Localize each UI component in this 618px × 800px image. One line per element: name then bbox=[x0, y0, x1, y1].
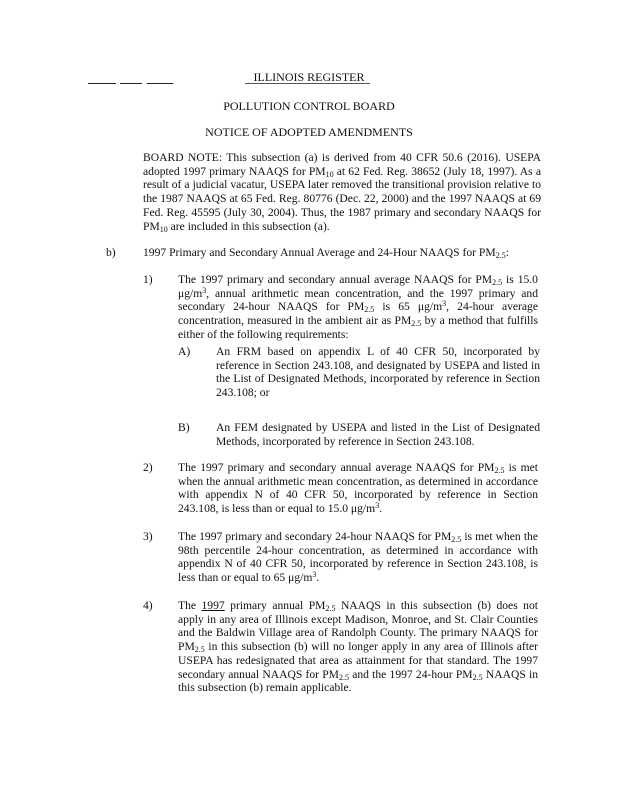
subscript: 2.5 bbox=[194, 645, 205, 655]
item-1-text bbox=[178, 273, 538, 342]
paragraph-text: is 15.0 μg/m bbox=[178, 273, 538, 300]
board-note-label: BOARD NOTE: bbox=[143, 151, 223, 164]
item-1-marker: 1) bbox=[143, 273, 153, 286]
paragraph-text: is met when the annual arithmetic mean concentration, as determined in accordance with appendix N of 40 CFR 50, incorporated by reference in Section 243.108, is less than or equal to 15.0 μg/m bbox=[178, 461, 538, 516]
paragraph-text: NAAQS in this subsection (b) does not apply in any area of Illinois except Madison, Monroe, and St. Clair Counties and the Baldwin Village area of Randolph County. The primary NAAQS for PM bbox=[178, 599, 538, 654]
paragraph-text: in this subsection (b) will no longer apply in any area of Illinois after USEPA has redesignated that area as attainment for that standard. The 1997 secondary annual NAAQS for PM bbox=[178, 640, 538, 681]
item-a-marker: A) bbox=[178, 345, 191, 358]
paragraph-text: , 24-hour average concentration, measured in the ambient air as PM bbox=[178, 300, 538, 328]
paragraph-text: . bbox=[379, 502, 383, 516]
paragraph-text: The 1997 primary and secondary annual average NAAQS for PM bbox=[178, 273, 493, 286]
subscript: 2.5 bbox=[494, 466, 505, 475]
paragraph-text: NAAQS in this subsection (b) remain applicable. bbox=[178, 667, 538, 695]
paragraph-text: and the 1997 24-hour PM bbox=[348, 667, 473, 681]
board-note bbox=[143, 151, 541, 233]
item-2-marker: 2) bbox=[143, 461, 153, 474]
item-4-text bbox=[178, 599, 538, 695]
subsection-b-marker: b) bbox=[106, 246, 116, 259]
subscript: 2.5 bbox=[364, 305, 375, 315]
paragraph-text: is met when the 98th percentile 24-hour concentration, as determined in accordance with appendix N of 40 CFR 50, incorporated by reference in Section 243.108, is less than or equal to 65 μg/m bbox=[178, 530, 538, 585]
board-note-text: at 62 Fed. Reg. 38652 (July 18, 1997). As a result of a judicial vacatur, USEPA later removed the transitional provision relative to the 1987 NAAQS at 65 Fed. Reg. 80776 (Dec. 22, 2000) and the 1997 NAAQS at 69 Fed. Reg. 45595 (July 30, 2004). Thus, the 1987 primary and secondary NAAQS for PM bbox=[143, 164, 541, 233]
subscript: 10 bbox=[159, 224, 168, 234]
superscript: 3 bbox=[442, 299, 447, 309]
item-4-marker: 4) bbox=[143, 599, 153, 612]
paragraph-text: primary annual PM bbox=[224, 599, 326, 612]
paragraph-text: , annual arithmetic mean concentration, and the 1997 primary and secondary 24-hour NAAQS for PM bbox=[178, 286, 538, 314]
subsection-b-heading bbox=[143, 246, 543, 260]
superscript: 3 bbox=[375, 501, 380, 511]
paragraph-text: by a method that fulfills either of the following requirements: bbox=[178, 314, 538, 341]
item-b-marker: B) bbox=[178, 421, 190, 434]
underlined-year: 1997 bbox=[201, 599, 225, 612]
superscript: 3 bbox=[202, 285, 207, 295]
heading-text: : bbox=[505, 246, 509, 259]
board-note-text: are included in this subsection (a). bbox=[167, 219, 330, 233]
subscript: 2.5 bbox=[411, 319, 422, 329]
paragraph-text: The bbox=[178, 599, 202, 612]
paragraph-text: . bbox=[316, 571, 320, 585]
notice-title: NOTICE OF ADOPTED AMENDMENTS bbox=[205, 125, 413, 139]
item-3-marker: 3) bbox=[143, 530, 153, 543]
item-3-text bbox=[178, 530, 538, 585]
register-title: ILLINOIS REGISTER bbox=[253, 70, 365, 84]
board-note-text: This subsection (a) is derived from 40 CFR 50.6 (2016). USEPA adopted 1997 primary NAAQS for PM bbox=[143, 151, 541, 178]
paragraph-text: The 1997 primary and secondary annual average NAAQS for PM bbox=[178, 461, 495, 474]
subscript: 2.5 bbox=[472, 672, 483, 682]
subscript: 10 bbox=[325, 169, 334, 179]
paragraph-text: The 1997 primary and secondary 24-hour NAAQS for PM bbox=[178, 530, 452, 543]
subscript: 2.5 bbox=[338, 672, 349, 682]
subscript: 2.5 bbox=[325, 604, 336, 613]
item-a-text: An FRM based on appendix L of 40 CFR 50, incorporated by reference in Section 243.108, and designated by USEPA and listed in the List of Designated Methods, incorporated by reference in Section 243.108; or bbox=[216, 345, 540, 400]
item-2-text bbox=[178, 461, 538, 516]
board-title: POLLUTION CONTROL BOARD bbox=[223, 99, 395, 113]
paragraph-text: is 65 μg/m bbox=[374, 300, 443, 314]
subscript: 2.5 bbox=[451, 535, 462, 544]
subscript: 2.5 bbox=[492, 278, 503, 287]
superscript: 3 bbox=[312, 570, 317, 580]
item-b-text: An FEM designated by USEPA and listed in the List of Designated Methods, incorporated by reference in Section 243.108. bbox=[216, 421, 540, 448]
subscript: 2.5 bbox=[495, 251, 506, 260]
heading-text: 1997 Primary and Secondary Annual Average and 24-Hour NAAQS for PM bbox=[143, 246, 496, 259]
